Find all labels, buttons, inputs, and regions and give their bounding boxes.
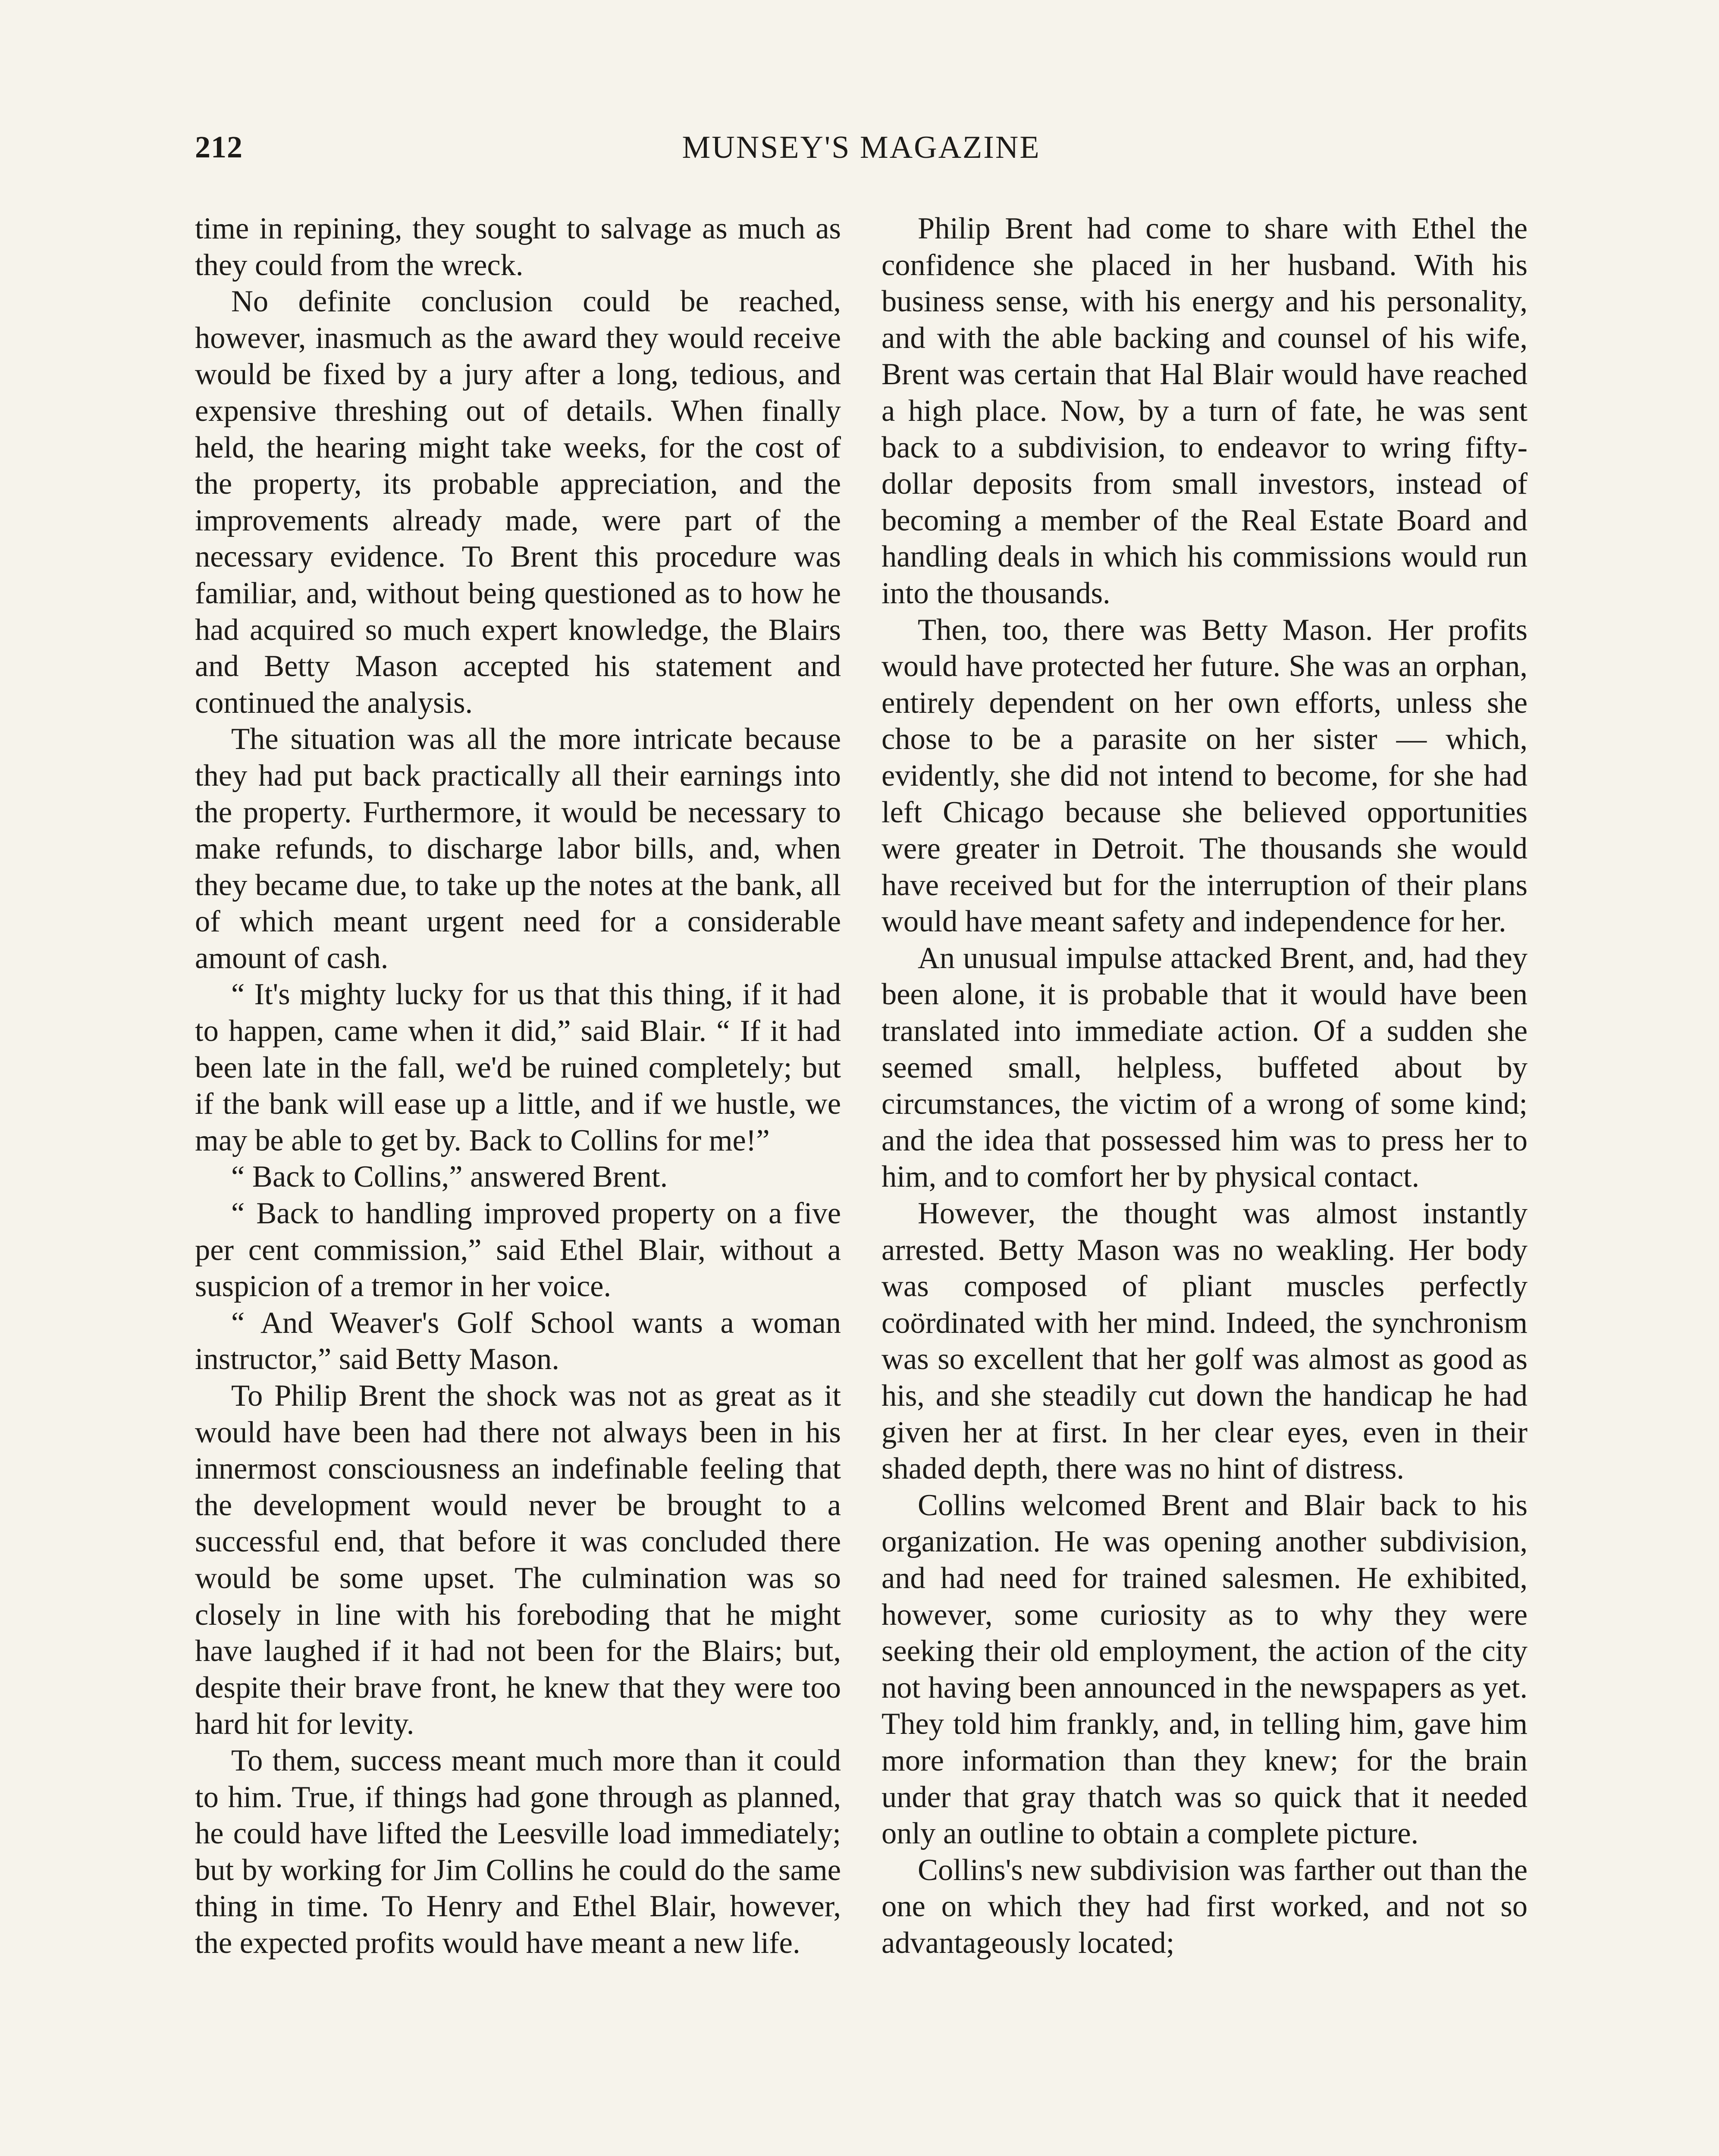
paragraph: Collins welcomed Brent and Blair back to his organization. He was opening another subdivision, and had need for trained salesmen. He exhibited, however, some curiosity as to why they were seeking their old employment, the action of the city not having been announced in the newspapers as yet. They told him frankly, and, in telling him, gave him more information than they knew; for the brain under that gray thatch was so quick that it needed only an outline to obtain a complete picture. <box>881 1488 1528 1851</box>
paragraph: Philip Brent had come to share with Ethel the confidence she placed in her husband. With his business sense, with his energy and his personality, and with the able backing and counsel of his wife, Brent was certain that Hal Blair would have reached a high place. Now, by a turn of fate, he was sent back to a subdivision, to endeavor to wring fifty-dollar deposits from small investors, instead of becoming a member of the Real Estate Board and handling deals in which his commissions would run into the thousands. <box>881 212 1528 610</box>
left-column <box>195 210 841 1962</box>
paragraph: time in repining, they sought to salvage as much as they could from the wreck. <box>195 212 841 282</box>
paragraph: The situation was all the more intricate because they had put back practically all their earnings into the property. Furthermore, it would be necessary to make refunds, to discharge labor bills, and, when they became due, to take up the notes at the bank, all of which meant urgent need for a considerable amount of cash. <box>195 722 841 975</box>
paragraph: An unusual impulse attacked Brent, and, had they been alone, it is probable that it would have been translated into immediate action. Of a sudden she seemed small, helpless, buffeted about by circumstances, the victim of a wrong of some kind; and the idea that possessed him was to press her to him, and to comfort her by physical contact. <box>881 941 1528 1194</box>
page-number: 212 <box>195 130 243 164</box>
paragraph: No definite conclusion could be reached, however, inasmuch as the award they would receive would be fixed by a jury after a long, tedious, and expensive threshing out of details. When finally held, the hearing might take weeks, for the cost of the property, its probable appreciation, and the improvements already made, were part of the necessary evidence. To Brent this procedure was familiar, and, without being questioned as to how he had acquired so much expert knowledge, the Blairs and Betty Mason accepted his statement and continued the analysis. <box>195 285 841 720</box>
paragraph: To them, success meant much more than it could to him. True, if things had gone through as planned, he could have lifted the Leesville load immediately; but by working for Jim Collins he could do the same thing in time. To Henry and Ethel Blair, however, the expected profits would have meant a new life. <box>195 1743 841 1960</box>
paragraph: “ Back to Collins,” answered Brent. <box>231 1160 668 1194</box>
running-head: MUNSEY'S MAGAZINE <box>682 130 1041 165</box>
paragraph: To Philip Brent the shock was not as great as it would have been had there not always been in his innermost consciousness an indefinable feeling that the development would never be brought to a successful end, that before it was concluded there would be some upset. The culmination was so closely in line with his foreboding that he might have laughed if it had not been for the Blairs; but, despite their brave front, he knew that they were too hard hit for levity. <box>195 1379 841 1741</box>
paragraph: “ Back to handling improved property on a five per cent commission,” said Ethel Blair, without a suspicion of a tremor in her voice. <box>195 1197 841 1304</box>
paragraph: “ It's mighty lucky for us that this thing, if it had to happen, came when it did,” said Blair. “ If it had been late in the fall, we'd be ruined completely; but if the bank will ease up a little, and if we hustle, we may be able to get by. Back to Collins for me!” <box>195 978 841 1157</box>
paragraph: Then, too, there was Betty Mason. Her profits would have protected her future. She was an orphan, entirely dependent on her own efforts, unless she chose to be a parasite on her sister — which, evidently, she did not intend to become, for she had left Chicago because she believed opportunities were greater in Detroit. The thousands she would have received but for the interruption of their plans would have meant safety and independence for her. <box>881 613 1528 939</box>
right-column <box>881 210 1528 1962</box>
paragraph: “ And Weaver's Golf School wants a woman instructor,” said Betty Mason. <box>195 1306 841 1376</box>
paragraph: Collins's new subdivision was farther out than the one on which they had first worked, and not so advantageously located; <box>881 1853 1528 1960</box>
page-header <box>195 129 1528 177</box>
paragraph: However, the thought was almost instantly arrested. Betty Mason was no weakling. Her body was composed of pliant muscles perfectly coördinated with her mind. Indeed, the synchronism was so excellent that her golf was almost as good as his, and she steadily cut down the handicap he had given her at first. In her clear eyes, even in their shaded depth, there was no hint of distress. <box>881 1197 1528 1486</box>
